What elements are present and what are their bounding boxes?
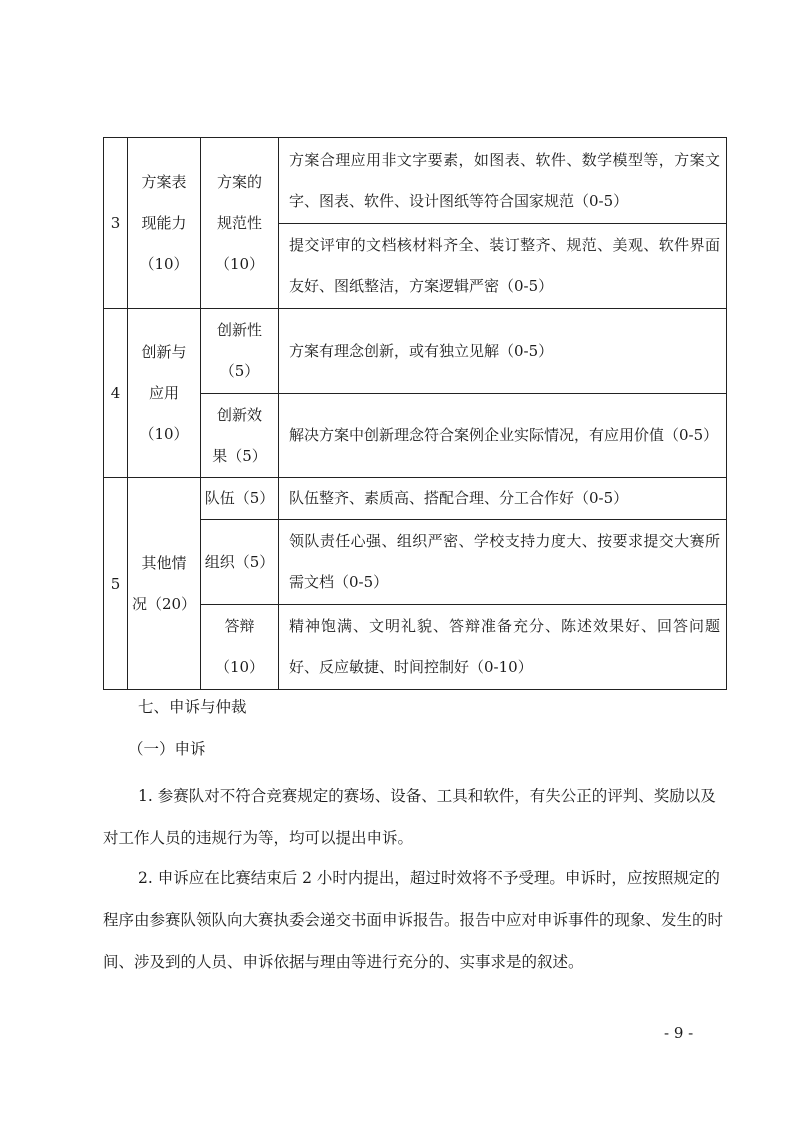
category-line: 现能力 (141, 213, 187, 232)
category-line: 况（20） (131, 594, 197, 613)
subcategory-line: 规范性 (216, 213, 262, 232)
criteria-cell: 方案有理念创新，或有独立见解（0-5） (279, 309, 727, 394)
category-cell (128, 309, 201, 478)
row-number: 4 (104, 309, 128, 478)
criteria-cell: 精神饱满、文明礼貌、答辩准备充分、陈述效果好、回答问题好、反应敏捷、时间控制好（0-10） (279, 605, 727, 690)
criteria-cell: 队伍整齐、素质高、搭配合理、分工合作好（0-5） (279, 478, 727, 520)
section-subheading: （一）申诉 (128, 740, 206, 758)
criteria-cell: 解决方案中创新理念符合案例企业实际情况，有应用价值（0-5） (279, 394, 727, 478)
table-row (104, 478, 727, 520)
category-line: （10） (139, 424, 189, 443)
subcategory-line: 果（5） (212, 446, 267, 465)
category-line: 创新与 (141, 342, 187, 361)
section-heading: 七、申诉与仲裁 (138, 698, 247, 716)
subcategory-cell (201, 478, 279, 520)
paragraph: 2. 申诉应在比赛结束后 2 小时内提出，超过时效将不予受理。申诉时，应按照规定的程序由参赛队领队向大赛执委会递交书面申诉报告。报告中应对申诉事件的现象、发生的时间、涉及到的人员、申诉依据与理由等进行充分的、实事求是的叙述。 (103, 869, 724, 971)
subcategory-line: 创新效 (216, 405, 262, 424)
category-line: （10） (139, 254, 189, 273)
page-number: - 9 - (664, 1024, 694, 1042)
subcategory-line: 答辩 (224, 617, 255, 635)
category-line: 应用 (148, 383, 179, 402)
category-line: 方案表 (141, 172, 187, 191)
category-line: 其他情 (141, 553, 187, 572)
subcategory-cell (201, 138, 279, 309)
subcategory-cell (201, 309, 279, 394)
subcategory-line: （10） (214, 658, 265, 676)
subcategory-line: 创新性 (216, 321, 262, 339)
subcategory-line: 组织（5） (204, 552, 275, 571)
subcategory-cell (201, 520, 279, 605)
subcategory-line: （5） (219, 362, 260, 380)
table-row (104, 309, 727, 394)
subcategory-cell (201, 394, 279, 478)
criteria-cell: 提交评审的文档核材料齐全、装订整齐、规范、美观、软件界面友好、图纸整洁，方案逻辑严密（0-5） (279, 224, 727, 309)
category-cell (128, 478, 201, 690)
paragraph: 1. 参赛队对不符合竞赛规定的赛场、设备、工具和软件，有失公正的评判、奖励以及对工作人员的违规行为等，均可以提出申诉。 (103, 787, 716, 847)
subcategory-cell (201, 605, 279, 690)
criteria-cell: 领队责任心强、组织严密、学校支持力度大、按要求提交大赛所需文档（0-5） (279, 520, 727, 605)
row-number: 3 (104, 138, 128, 309)
subcategory-line: 队伍（5） (204, 489, 275, 507)
row-number: 5 (104, 478, 128, 690)
subcategory-line: （10） (214, 254, 265, 273)
table-row (104, 138, 727, 224)
category-cell (128, 138, 201, 309)
subcategory-line: 方案的 (216, 172, 262, 191)
scoring-table (103, 137, 727, 690)
criteria-cell: 方案合理应用非文字要素，如图表、软件、数学模型等，方案文字、图表、软件、设计图纸等符合国家规范（0-5） (279, 138, 727, 224)
